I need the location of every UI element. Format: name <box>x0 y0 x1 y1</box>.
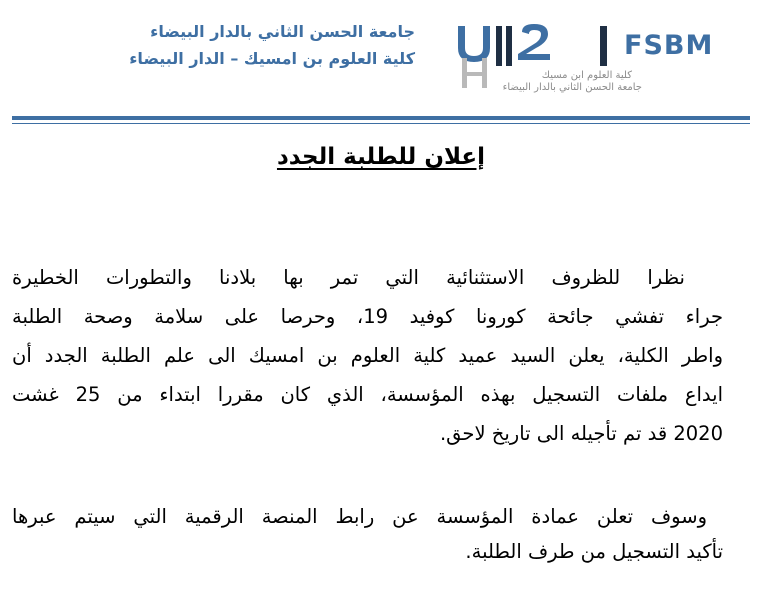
logo-subtitle-faculty: كلية العلوم ابن مسيك <box>541 70 632 81</box>
paragraph-1-line: نظرا للظروف الاستثنائية التي تمر بها بلادنا والتطورات الخطيرة <box>12 266 685 289</box>
logo-subtitle-university: جامعة الحسن الثاني بالدار البيضاء <box>502 82 642 93</box>
paragraph-2-line: وسوف تعلن عمادة المؤسسة عن رابط المنصة الرقمية التي سيتم عبرها <box>12 505 707 528</box>
header-divider-thin <box>12 123 750 124</box>
announcement-paragraph-1 <box>12 258 723 453</box>
fsbm-logo <box>452 18 752 98</box>
announcement-paragraph-2 <box>12 499 723 569</box>
faculty-name: كلية العلوم بن امسيك – الدار البيضاء <box>129 49 415 68</box>
paragraph-1-line: واطر الكلية، يعلن السيد عميد كلية العلوم بن امسيك الى علم الطلبة الجدد أن <box>12 344 723 367</box>
paragraph-1-line: 2020 قد تم تأجيله الى تاريخ لاحق. <box>439 422 723 445</box>
logo-acronym: FSBM <box>624 30 714 61</box>
university-name: جامعة الحسن الثاني بالدار البيضاء <box>150 22 415 41</box>
announcement-title: إعلان للطلبة الجدد <box>276 144 486 170</box>
paragraph-1-line: ايداع ملفات التسجيل بهذه المؤسسة، الذي كان مقررا ابتداء من 25 غشت <box>12 383 723 406</box>
header-institution <box>40 18 415 72</box>
paragraph-1-line: جراء تفشي جائحة كورونا كوفيد 19، وحرصا على سلامة وصحة الطلبة <box>12 305 724 328</box>
paragraph-2-line: تأكيد التسجيل من طرف الطلبة. <box>465 540 723 563</box>
header-divider-thick <box>12 116 750 120</box>
